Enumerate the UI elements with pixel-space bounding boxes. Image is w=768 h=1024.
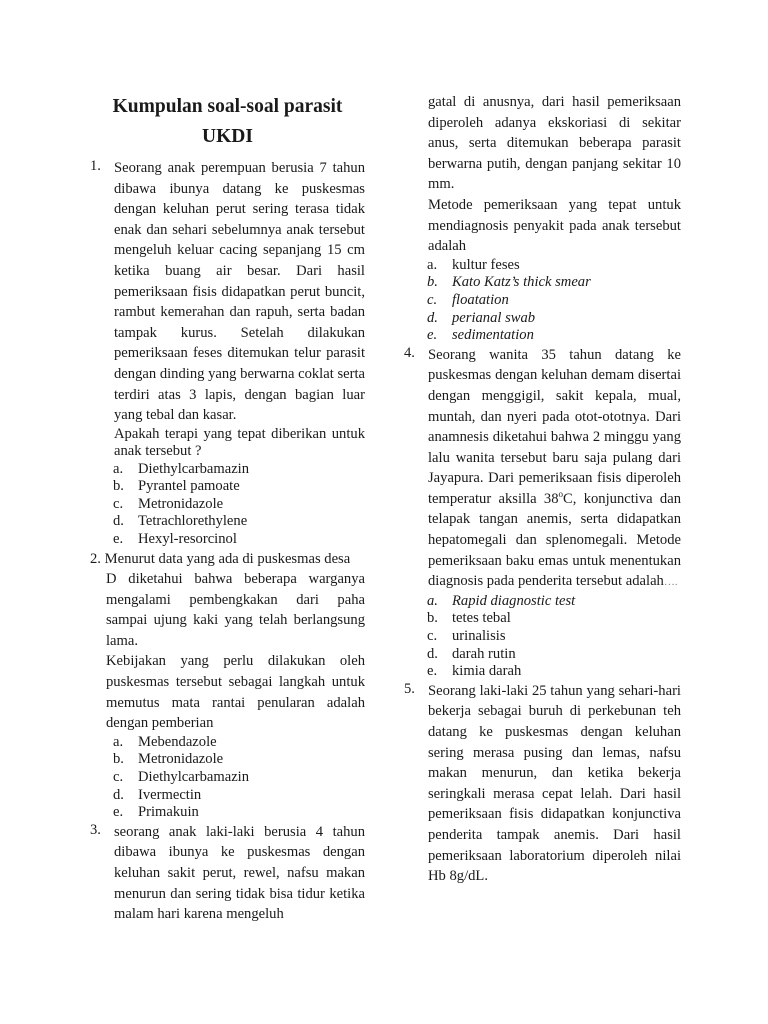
question-number: 5. — [404, 680, 415, 697]
option-text: kimia darah — [452, 663, 522, 680]
option-list — [90, 734, 365, 822]
option-letter: c. — [427, 628, 438, 645]
option-text: floatation — [452, 291, 509, 308]
option-letter: a. — [427, 256, 438, 273]
question-paragraph — [428, 345, 681, 593]
option-letter: a. — [113, 733, 124, 750]
option-text: Diethylcarbamazin — [138, 769, 250, 786]
option-text: sedimentation — [452, 327, 534, 344]
question-prompt: Metode pemeriksaan yang tepat untuk mendiagnosis penyakit pada anak tersebut adalah — [428, 196, 681, 255]
question-number: 1. — [90, 158, 101, 174]
title-line-1: Kumpulan soal-soal parasit — [112, 96, 343, 117]
option-letter: c. — [427, 291, 438, 308]
option-letter: e. — [427, 327, 438, 344]
option-item — [427, 327, 681, 345]
option-letter: d. — [427, 645, 438, 662]
option-item — [113, 531, 365, 549]
question-4 — [404, 345, 681, 593]
option-item — [113, 804, 365, 822]
option-list — [90, 461, 365, 549]
option-list — [404, 593, 681, 681]
document-title — [90, 92, 365, 152]
option-item — [427, 628, 681, 646]
option-text: darah rutin — [452, 645, 516, 662]
option-item — [427, 646, 681, 664]
trailing-dots: …. — [663, 576, 678, 589]
question-3-continued — [404, 92, 681, 257]
title-line-2: UKDI — [202, 126, 253, 147]
option-text: Kato Katz’s thick smear — [452, 274, 591, 291]
option-letter: a. — [427, 592, 438, 609]
question-lead — [90, 549, 365, 570]
option-item — [113, 461, 365, 479]
right-column — [404, 92, 681, 887]
question-paragraph: gatal di anusnya, dari hasil pemeriksaan diperoleh adanya ekskoriasi di sekitar anus, serta ditemukan beberapa parasit berwarna putih, dengan panjang sekitar 10 mm. — [428, 94, 681, 193]
option-letter: b. — [427, 274, 438, 291]
option-text: Rapid diagnostic test — [452, 592, 576, 609]
option-letter: d. — [113, 513, 124, 530]
option-text: Diethylcarbamazin — [138, 460, 250, 477]
option-text: Tetrachlorethylene — [138, 513, 248, 530]
question-lead-text: Menurut data yang ada di puskesmas desa — [104, 550, 351, 567]
option-letter: c. — [113, 769, 124, 786]
question-number: 2. — [90, 550, 101, 567]
left-column — [90, 92, 365, 925]
question-text-part-a: Seorang wanita 35 tahun datang ke puskesmas dengan keluhan demam disertai dengan menggigil, sakit kepala, mual, muntah, dan nyeri pada otot-ototnya. Dari anamnesis diketahui bahwa 2 minggu yang lalu wanita tersebut baru saja pulang dari Jayapura. Dari pemeriksaan fisis diperoleh temperatur aksilla 38 — [428, 346, 681, 507]
option-item — [113, 787, 365, 805]
option-text: Ivermectin — [138, 786, 202, 803]
option-letter: d. — [427, 309, 438, 326]
option-text: Hexyl-resorcinol — [138, 530, 237, 547]
option-text: urinalisis — [452, 628, 506, 645]
option-text: tetes tebal — [452, 610, 511, 627]
option-item — [113, 496, 365, 514]
option-letter: c. — [113, 495, 124, 512]
option-text: kultur feses — [452, 256, 520, 273]
degree-superscript: o — [558, 489, 564, 500]
option-item — [427, 310, 681, 328]
question-paragraph: seorang anak laki-laki berusia 4 tahun dibawa ibunya ke puskesmas dengan keluhan sakit perut, rewel, nafsu makan menurun dan sering tidak bisa tidur ketika malam hari karena mengeluh — [114, 823, 365, 923]
option-letter: d. — [113, 786, 124, 803]
question-3 — [90, 822, 365, 925]
option-item — [427, 274, 681, 292]
option-item — [113, 478, 365, 496]
question-2 — [90, 549, 365, 734]
option-item — [113, 734, 365, 752]
option-text: Metronidazole — [138, 751, 224, 768]
question-paragraph: Seorang anak perempuan berusia 7 tahun dibawa ibunya datang ke puskesmas dengan keluhan perut sering terasa tidak enak dan sehari sebelumnya anak tersebut mengeluh keluar cacing sepanjang 15 cm ketika buang air besar. Dari hasil pemeriksaan fisis didapatkan perut buncit, rambut kemerahan dan rapuh, serta badan tampak kurus. Setelah dilakukan pemeriksaan feses ditemukan telur parasit dengan dinding yang berwarna coklat serta terdiri atas 3 lapis, dengan bagian luar yang tebal dan kasar. — [114, 160, 365, 424]
option-item — [427, 593, 681, 611]
option-letter: e. — [113, 530, 124, 547]
option-letter: b. — [113, 478, 124, 495]
option-item — [113, 751, 365, 769]
option-text: Pyrantel pamoate — [138, 478, 240, 495]
option-item — [113, 769, 365, 787]
option-item — [427, 663, 681, 681]
question-paragraph: D diketahui bahwa beberapa warganya mengalami pembengkakan dari paha sampai ujung kaki yang telah berlangsung lama. — [106, 571, 365, 649]
option-item — [427, 257, 681, 275]
question-1 — [90, 158, 365, 461]
question-paragraph: Seorang laki-laki 25 tahun yang sehari-hari bekerja sebagai buruh di perkebunan teh datang ke puskesmas dengan keluhan sering merasa pusing dan lemas, nafsu makan menurun, dan ketika bekerja seringkali merasa cepat lelah. Dari hasil pemeriksaan fisis didapatkan konjunctiva penderita tampak anemis. Dari hasil pemeriksaan laboratorium diperoleh nilai Hb 8g/dL. — [428, 682, 681, 885]
question-prompt: Apakah terapi yang tepat diberikan untuk anak tersebut ? — [114, 425, 365, 460]
option-text: Mebendazole — [138, 733, 217, 750]
option-item — [113, 513, 365, 531]
question-prompt: Kebijakan yang perlu dilakukan oleh puskesmas tersebut sebagai langkah untuk memutus mata rantai penularan adalah dengan pemberian — [106, 653, 365, 732]
option-text: Metronidazole — [138, 495, 224, 512]
option-letter: b. — [113, 751, 124, 768]
question-number: 3. — [90, 821, 101, 838]
option-text: Primakuin — [138, 804, 199, 821]
option-letter: a. — [113, 460, 124, 477]
option-text: perianal swab — [452, 309, 536, 326]
question-5 — [404, 681, 681, 887]
option-letter: b. — [427, 610, 438, 627]
option-list — [404, 257, 681, 345]
option-item — [427, 610, 681, 628]
option-item — [427, 292, 681, 310]
option-letter: e. — [427, 663, 438, 680]
question-number: 4. — [404, 344, 415, 361]
option-letter: e. — [113, 804, 124, 821]
question-text-part-b: C, konjunctiva dan telapak tangan anemis, serta didapatkan hepatomegali dan splenomegali. Metode pemeriksaan baku emas untuk menentukan diagnosis pada penderita tersebut adalah — [428, 490, 681, 590]
